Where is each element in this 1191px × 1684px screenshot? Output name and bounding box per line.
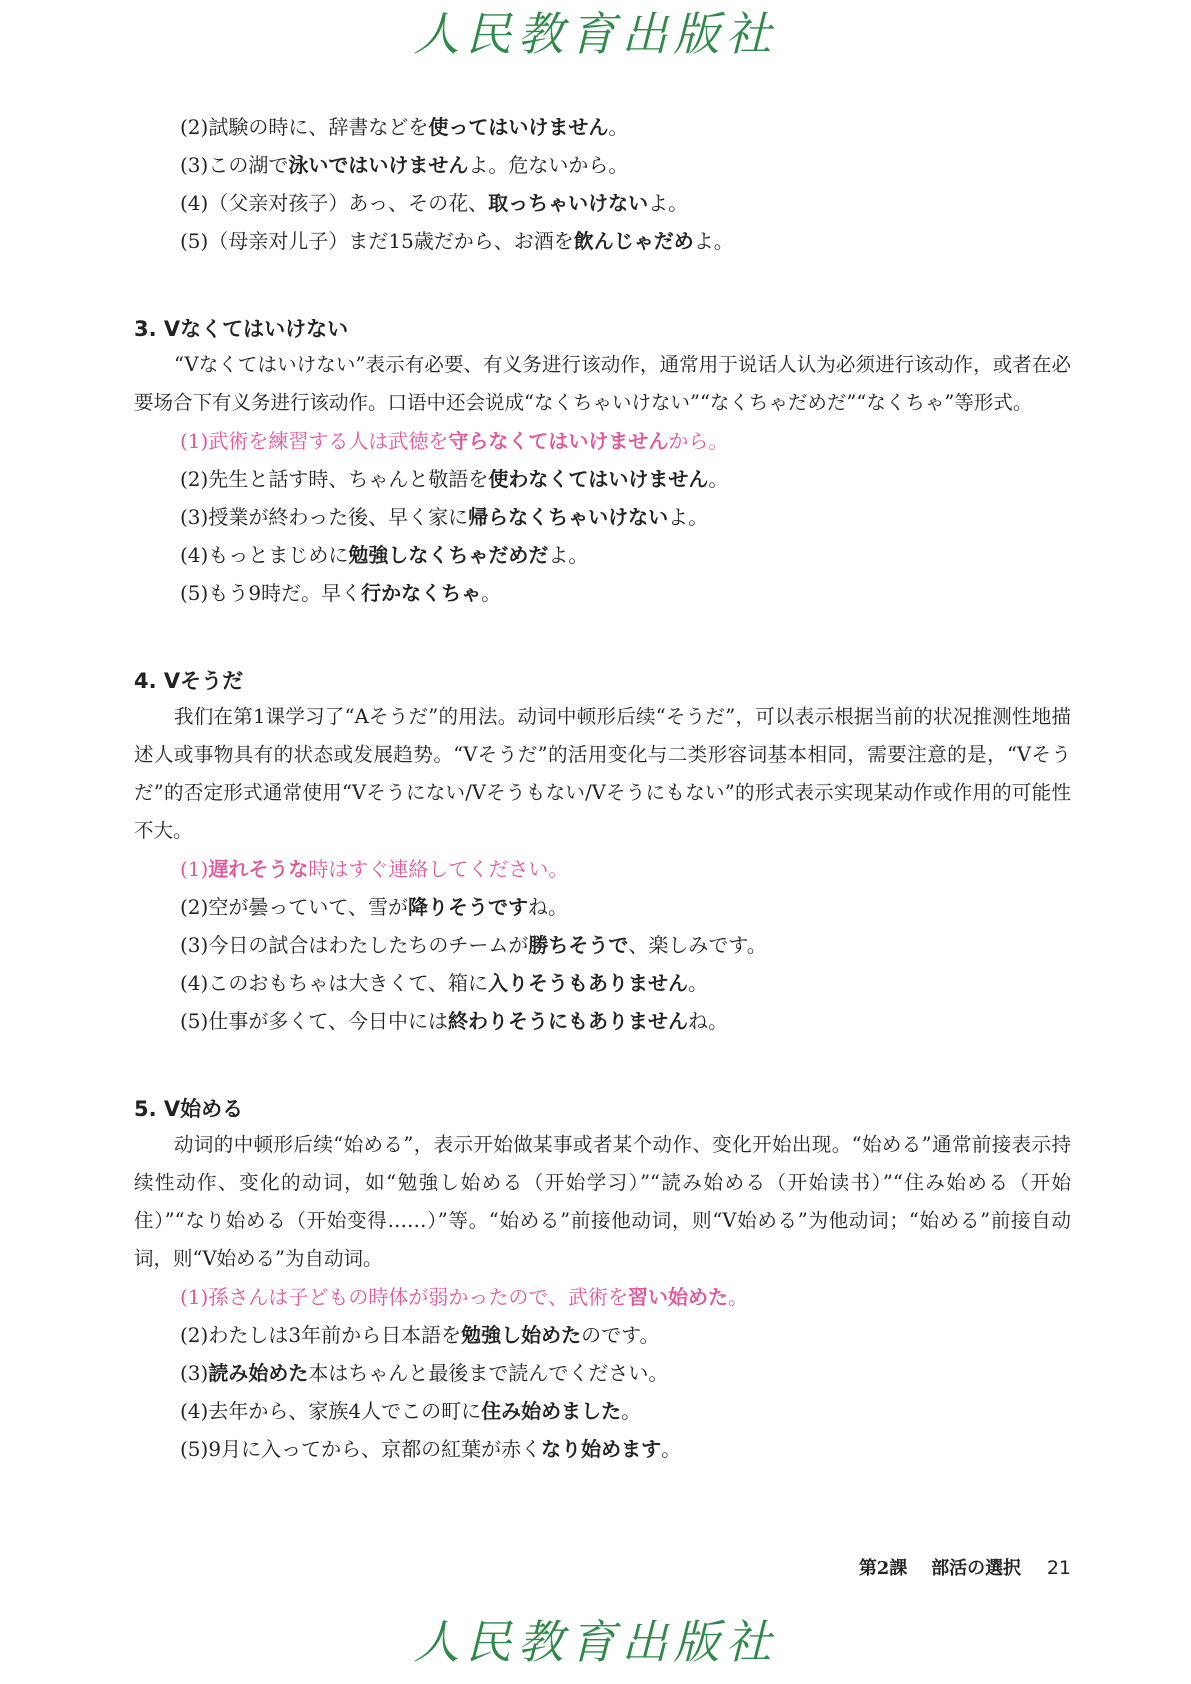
example-number: (4) [180, 971, 209, 995]
example-sentence [180, 1278, 1071, 1316]
sentence-text: 試験の時に、辞書などを [208, 115, 429, 139]
sentence-text: ね。 [687, 1009, 728, 1033]
section-heading: 4. Vそうだ [134, 669, 244, 693]
grammar-section [134, 664, 1071, 1040]
sentence-text: 、楽しみです。 [628, 933, 767, 957]
example-number: (4) [180, 191, 209, 215]
example-sentence [180, 498, 1071, 536]
intro-examples [134, 108, 1071, 260]
sections [134, 312, 1071, 1468]
section-explanation: 动词的中顿形后续“始める”，表示开始做某事或者某个动作、变化开始出现。“始める”通常前接表示持续性动作、变化的动词，如“勉強し始める（开始学习）”“読み始める（开始读书）”“住み始める（开始住）”“なり始める（开始变得……）”等。“始める”前接他动词，则“V始める”为他动词；“始める”前接自动词，则“V始める”为自动词。 [134, 1133, 1071, 1270]
sentence-text: 。 [621, 1399, 642, 1423]
footer-title: 部活の選択 [931, 1558, 1022, 1579]
sentence-text: 本はちゃんと最後まで読んでください。 [308, 1361, 669, 1385]
sentence-text: 。 [727, 1285, 748, 1309]
section-heading: 5. V始める [134, 1097, 244, 1121]
example-sentence [180, 1316, 1071, 1354]
example-number: (3) [180, 933, 209, 957]
example-sentence [180, 536, 1071, 574]
example-sentence [180, 888, 1071, 926]
grammar-highlight: 住み始めました [481, 1399, 622, 1423]
grammar-highlight: 行かなくちゃ [361, 581, 482, 605]
section-explanation: “Vなくてはいけない”表示有必要、有义务进行该动作，通常用于说话人认为必须进行该动作，或者在必要场合下有义务进行该动作。口语中还会说成“なくちゃいけない”“なくちゃだめだ”“なくちゃ”等形式。 [134, 353, 1071, 414]
footer-lesson: 第2課 [858, 1558, 908, 1579]
sentence-text: 武術を練習する人は武徳を [208, 429, 449, 453]
sentence-text: （母亲对儿子）まだ15歳だから、お酒を [208, 229, 574, 253]
sentence-text: 仕事が多くて、今日中には [208, 1009, 448, 1033]
sentence-text: よ。 [648, 191, 689, 215]
example-number: (3) [180, 1361, 209, 1385]
publisher-logo-top: 人民教育出版社 [413, 7, 778, 61]
example-number: (3) [180, 153, 209, 177]
example-number: (5) [180, 581, 209, 605]
sentence-text: 授業が終わった後、早く家に [208, 505, 469, 529]
example-number: (4) [180, 1399, 209, 1423]
example-sentence [180, 964, 1071, 1002]
example-sentence [180, 1430, 1071, 1468]
sentence-text: 孫さんは子どもの時体が弱かったので、武術を [208, 1285, 628, 1309]
grammar-highlight: 取っちゃいけない [488, 191, 649, 215]
example-number: (3) [180, 505, 209, 529]
example-number: (2) [180, 115, 209, 139]
grammar-highlight: 勝ちそうで [528, 933, 629, 957]
sentence-text: 。 [687, 971, 708, 995]
example-number: (1) [180, 857, 209, 881]
sentence-text: 去年から、家族4人でこの町に [208, 1399, 482, 1423]
section-heading: 3. Vなくてはいけない [134, 317, 349, 341]
example-sentence [180, 184, 1071, 222]
sentence-text: 。 [481, 581, 502, 605]
example-number: (5) [180, 229, 209, 253]
grammar-highlight: 帰らなくちゃいけない [468, 505, 669, 529]
grammar-highlight: 習い始めた [627, 1285, 728, 1309]
sentence-text: このおもちゃは大きくて、箱に [208, 971, 488, 995]
example-number: (2) [180, 895, 209, 919]
grammar-highlight: 降りそうです [407, 895, 528, 919]
sentence-text: もう9時だ。早く [208, 581, 362, 605]
grammar-highlight: 読み始めた [208, 1361, 309, 1385]
grammar-highlight: 飲んじゃだめ [573, 229, 694, 253]
example-number: (2) [180, 1323, 209, 1347]
sentence-text: よ。 [548, 543, 589, 567]
sentence-text: から。 [668, 429, 729, 453]
example-number: (5) [180, 1009, 209, 1033]
page-content [134, 108, 1071, 1468]
grammar-highlight: なり始めます [541, 1437, 662, 1461]
sentence-text: 。 [708, 467, 729, 491]
example-sentence [180, 1354, 1071, 1392]
grammar-highlight: 使ってはいけません [428, 115, 609, 139]
example-number: (5) [180, 1437, 209, 1461]
sentence-text: 。 [661, 1437, 682, 1461]
example-number: (1) [180, 429, 209, 453]
grammar-highlight: 遅れそうな [208, 857, 309, 881]
grammar-highlight: 勉強し始めた [461, 1323, 582, 1347]
example-number: (4) [180, 543, 209, 567]
sentence-text: もっとまじめに [208, 543, 349, 567]
sentence-text: よ。危ないから。 [468, 153, 629, 177]
sentence-text: 先生と話す時、ちゃんと敬語を [208, 467, 489, 491]
sentence-text: （父亲对孩子）あっ、その花、 [208, 191, 489, 215]
grammar-highlight: 終わりそうにもありません [447, 1009, 688, 1033]
sentence-text: わたしは3年前から日本語を [208, 1323, 462, 1347]
example-sentence [180, 850, 1071, 888]
example-number: (1) [180, 1285, 209, 1309]
sentence-text: よ。 [668, 505, 709, 529]
grammar-section [134, 312, 1071, 612]
grammar-highlight: 入りそうもありません [487, 971, 688, 995]
example-sentence [180, 108, 1071, 146]
publisher-logo-bottom: 人民教育出版社 [413, 1615, 778, 1669]
grammar-highlight: 守らなくてはいけません [448, 429, 669, 453]
page-number: 21 [1046, 1557, 1071, 1579]
example-number: (2) [180, 467, 209, 491]
sentence-text: 9月に入ってから、京都の紅葉が赤く [208, 1437, 542, 1461]
sentence-text: よ。 [693, 229, 734, 253]
example-sentence [180, 1392, 1071, 1430]
sentence-text: 空が曇っていて、雪が [208, 895, 408, 919]
example-sentence [180, 222, 1071, 260]
sentence-text: 。 [608, 115, 629, 139]
example-sentence [180, 1002, 1071, 1040]
sentence-text: この湖で [208, 153, 289, 177]
sentence-text: 今日の試合はわたしたちのチームが [208, 933, 529, 957]
grammar-highlight: 使わなくてはいけません [488, 467, 709, 491]
sentence-text: のです。 [581, 1323, 660, 1347]
sentence-text: ね。 [527, 895, 568, 919]
grammar-highlight: 泳いではいけません [288, 153, 469, 177]
sentence-text: 時はすぐ連絡してください。 [308, 857, 569, 881]
section-explanation: 我们在第1课学习了“Aそうだ”的用法。动词中顿形后续“そうだ”，可以表示根据当前的状况推测性地描述人或事物具有的状态或发展趋势。“Vそうだ”的活用变化与二类形容词基本相同，需要注意的是，“Vそうだ”的否定形式通常使用“Vそうにない/Vそうもない/Vそうにもない”的形式表示实现某动作或作用的可能性不大。 [134, 705, 1071, 842]
grammar-highlight: 勉強しなくちゃだめだ [348, 543, 549, 567]
page-footer [0, 1554, 1071, 1580]
example-sentence [180, 422, 1071, 460]
example-sentence [180, 574, 1071, 612]
example-sentence [180, 460, 1071, 498]
example-sentence [180, 926, 1071, 964]
example-sentence [180, 146, 1071, 184]
grammar-section [134, 1092, 1071, 1468]
